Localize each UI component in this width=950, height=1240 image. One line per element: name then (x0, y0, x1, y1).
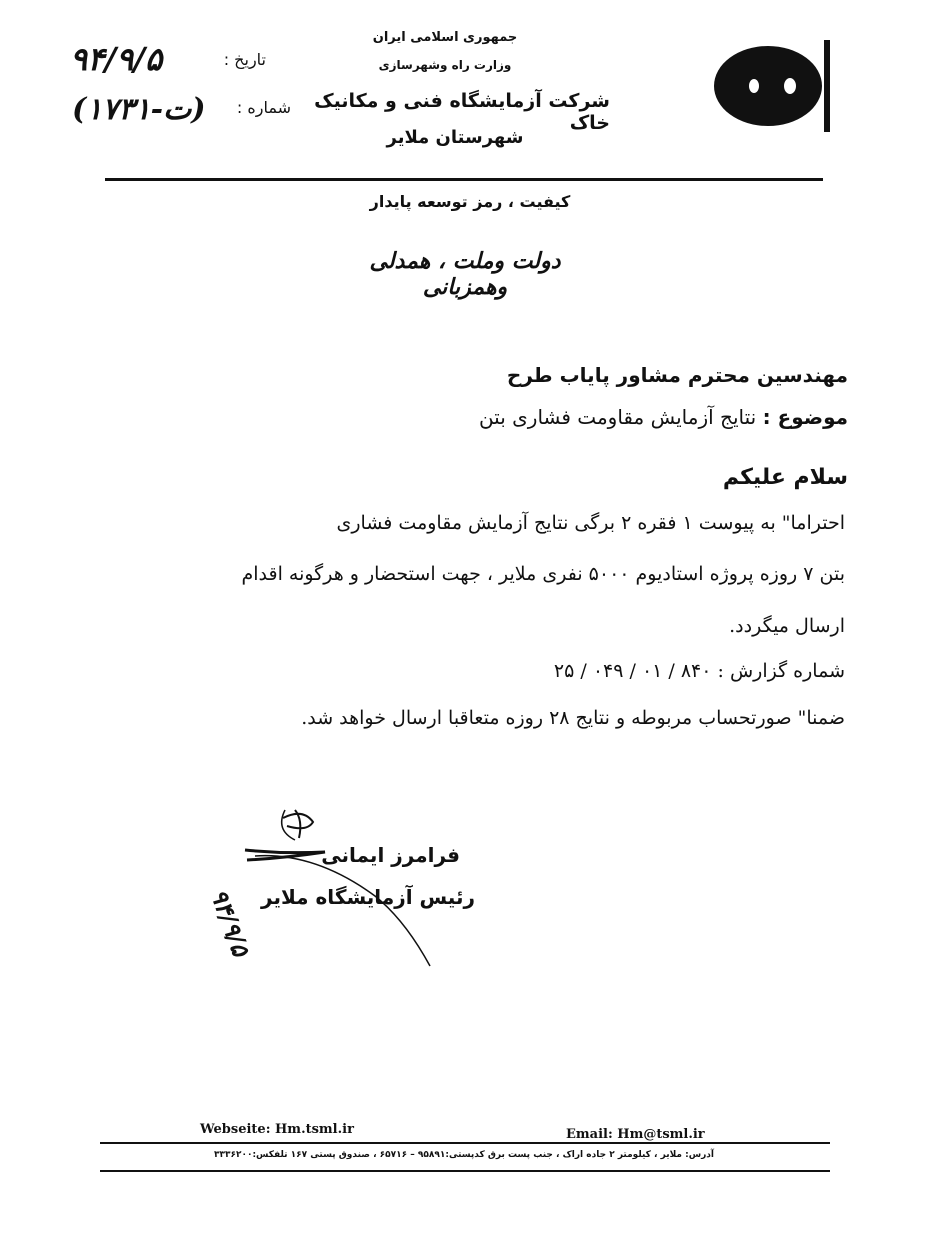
footer-address: آدرس: ملایر ، کیلومتر ۲ جاده اراک ، جنب پست برق کدپستی:۹۵۸۹۱ – ۶۵۷۱۶ ، صندوق پستی ۱۶۷ تلفکس:۳۳۳۶۲۰۰ (213, 1150, 715, 1160)
note-line: ضمنا" صورتحساب مربوطه و نتایج ۲۸ روزه متعاقبا ارسال خواهد شد. (301, 707, 845, 729)
body-line-2: بتن ۷ روزه پروژه استادیوم ۵۰۰۰ نفری ملایر ، جهت استحضار و هرگونه اقدام (241, 563, 845, 585)
body-line-1: احتراما" به پیوست ۱ فقره ۲ برگی نتایج آزمایش مقاومت فشاری (336, 512, 845, 534)
number-label: شماره : (236, 98, 291, 117)
quality-slogan: کیفیت ، رمز توسعه پایدار (369, 192, 571, 211)
handwritten-number: (۱۷۳۱-ت) (72, 92, 206, 127)
body-line-3: ارسال میگردد. (729, 615, 845, 637)
handwritten-signature (225, 790, 445, 970)
footer-email: Email: Hm@tsml.ir (566, 1127, 705, 1142)
signature-date: ۹۴/۹/۵ (204, 885, 256, 960)
subject-text: نتایج آزمایش مقاومت فشاری بتن (478, 405, 757, 429)
ministry-text: وزارت راه وشهرسازی (378, 58, 512, 72)
date-label: تاریخ : (223, 50, 266, 69)
footer-divider-bottom (100, 1170, 830, 1172)
report-number-line: شماره گزارش : ۸۴۰ / ۰۱ / ۰۴۹ / ۲۵ (553, 660, 845, 682)
recipient-line: مهندسین محترم مشاور پایاب طرح (506, 363, 848, 387)
company-logo (712, 40, 834, 132)
republic-text: جمهوری اسلامی ایران (372, 30, 518, 45)
greeting: سلام علیکم (722, 465, 848, 490)
signatory-title: رئیس آزمایشگاه ملایر (261, 885, 475, 909)
subject-label: موضوع : (762, 405, 848, 429)
city-name: شهرستان ملایر (386, 127, 524, 148)
government-slogan: دولت وملت ، همدلی وهمزبانی (369, 248, 561, 300)
footer-divider-top (100, 1142, 830, 1144)
header-divider (105, 178, 823, 181)
company-name: شرکت آزمایشگاه فنی و مکانیک خاک (314, 90, 610, 134)
signatory-name: فرامرز ایمانی (321, 843, 460, 867)
footer-website: Webseite: Hm.tsml.ir (200, 1122, 354, 1137)
handwritten-date: ۹۴/۹/۵ (70, 40, 163, 78)
